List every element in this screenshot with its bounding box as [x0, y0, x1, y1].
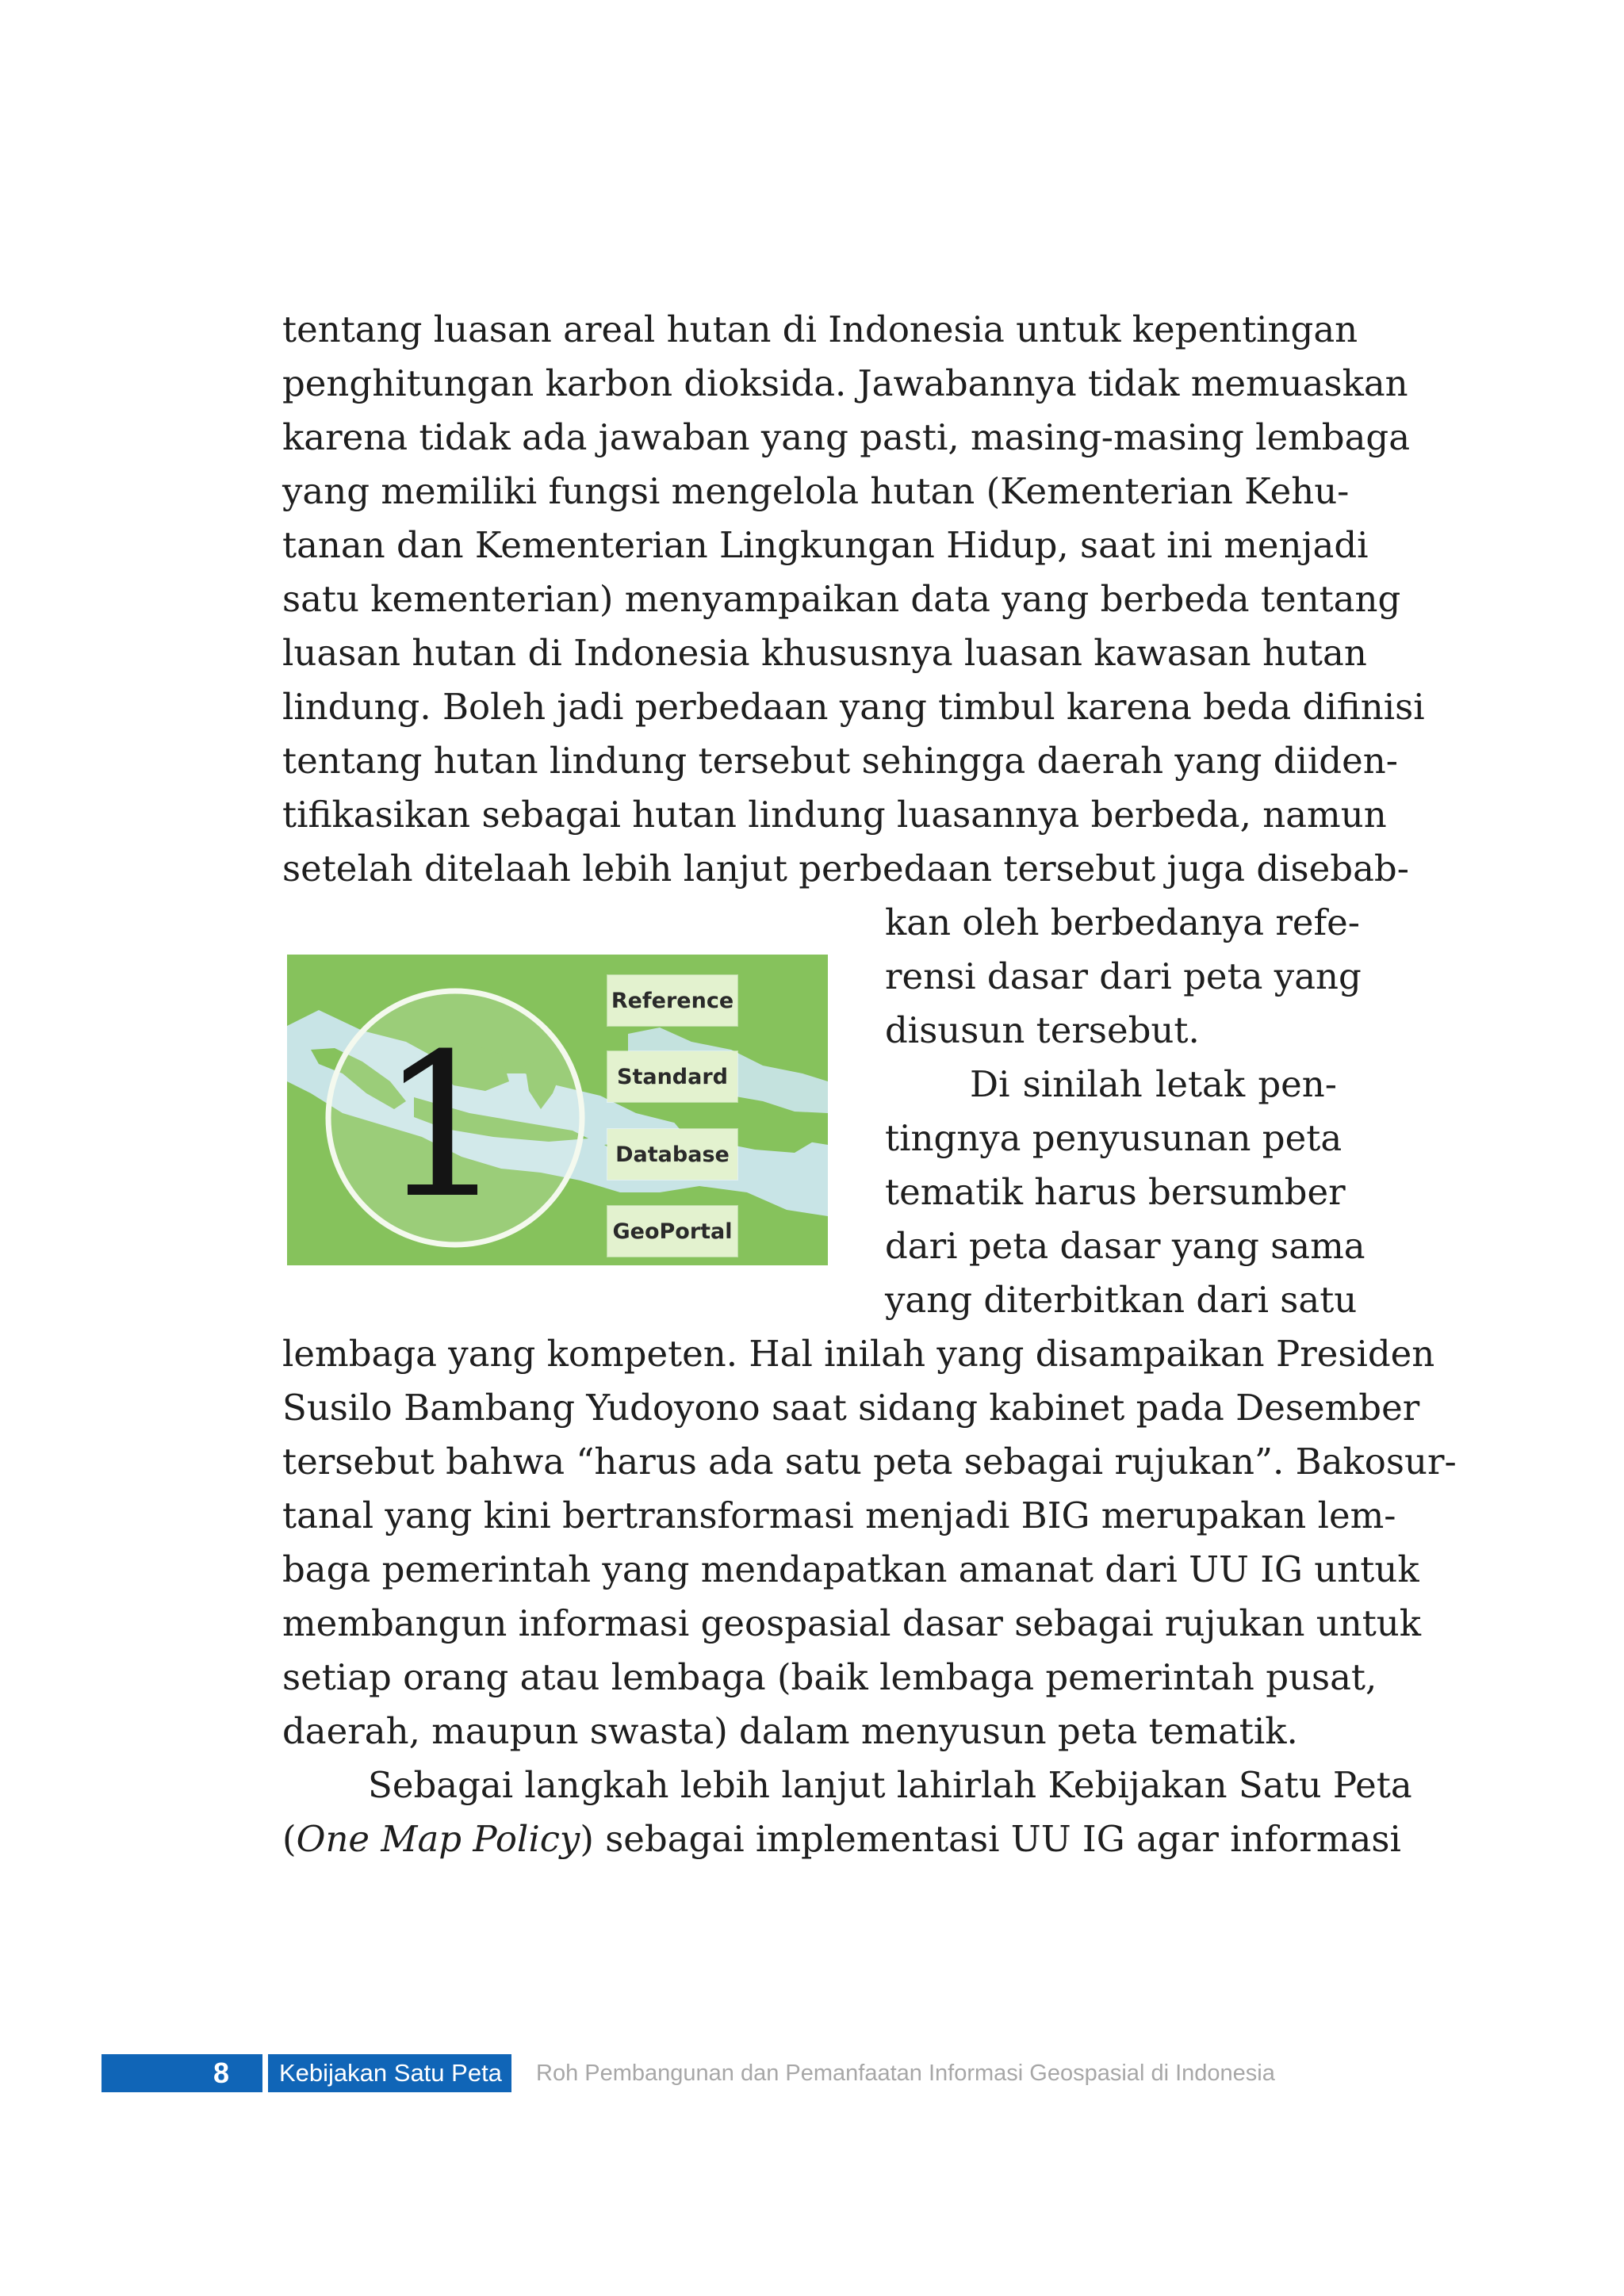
- text-line: luasan hutan di Indonesia khususnya luasan kawasan hutan: [282, 632, 1367, 674]
- text-line: tingnya penyusunan peta: [885, 1117, 1342, 1159]
- text-line: daerah, maupun swasta) dalam menyusun peta tematik.: [282, 1710, 1298, 1752]
- page-footer: [102, 2054, 1339, 2092]
- text-line: tanan dan Kementerian Lingkungan Hidup, saat ini menjadi: [282, 524, 1369, 566]
- one-map-figure: [287, 955, 828, 1265]
- text-line: tematik harus bersumber: [885, 1171, 1346, 1213]
- geoportal-box: GeoPortal: [607, 1206, 737, 1257]
- text-line: tentang hutan lindung tersebut sehingga daerah yang diiden-: [282, 740, 1398, 782]
- text-line: setelah ditelaah lebih lanjut perbedaan tersebut juga disebab-: [282, 848, 1409, 890]
- text-line: penghitungan karbon dioksida. Jawabannya tidak memuaskan: [282, 362, 1408, 404]
- text-line: disusun tersebut.: [885, 1009, 1200, 1051]
- footer-divider: [262, 2054, 268, 2092]
- text-line: tentang luasan areal hutan di Indonesia untuk kepentingan: [282, 308, 1358, 350]
- page-number: 8: [213, 2057, 229, 2089]
- text-line: dari peta dasar yang sama: [885, 1225, 1365, 1267]
- standard-box: Standard: [607, 1051, 737, 1102]
- text-line: setiap orang atau lembaga (baik lembaga pemerintah pusat,: [282, 1656, 1377, 1698]
- text-line: Susilo Bambang Yudoyono saat sidang kabinet pada Desember: [282, 1387, 1420, 1429]
- text-line: satu kementerian) menyampaikan data yang berbeda tentang: [282, 578, 1401, 620]
- database-box: Database: [607, 1129, 737, 1180]
- text-line: rensi dasar dari peta yang: [885, 955, 1362, 997]
- text-line-last: (One Map Policy) sebagai implementasi UU IG agar informasi: [282, 1818, 1401, 1860]
- book-title: Kebijakan Satu Peta: [268, 2054, 511, 2092]
- text-line: lembaga yang kompeten. Hal inilah yang disampaikan Presiden: [282, 1333, 1435, 1375]
- reference-box: Reference: [607, 975, 737, 1026]
- text-line: tersebut bahwa “harus ada satu peta sebagai rujukan”. Bakosur-: [282, 1441, 1457, 1483]
- page-number-box: [102, 2054, 262, 2092]
- text-line: yang diterbitkan dari satu: [885, 1279, 1358, 1321]
- text-line: karena tidak ada jawaban yang pasti, masing-masing lembaga: [282, 416, 1411, 458]
- text-line: yang memiliki fungsi mengelola hutan (Kementerian Kehu-: [282, 470, 1350, 512]
- text-line: tifikasikan sebagai hutan lindung luasannya berbeda, namun: [282, 794, 1387, 836]
- text-line: membangun informasi geospasial dasar sebagai rujukan untuk: [282, 1602, 1422, 1644]
- italic-term: One Map Policy: [296, 1818, 580, 1860]
- text-line: kan oleh berbedanya refe-: [885, 901, 1360, 943]
- text-line: lindung. Boleh jadi perbedaan yang timbul karena beda difinisi: [282, 686, 1425, 728]
- numeral-one: 1: [379, 1011, 506, 1242]
- text-line: Di sinilah letak pen-: [970, 1063, 1337, 1105]
- text-line: Sebagai langkah lebih lanjut lahirlah Kebijakan Satu Peta: [368, 1764, 1412, 1806]
- indonesia-map-illustration: [287, 955, 828, 1265]
- text-line: baga pemerintah yang mendapatkan amanat dari UU IG untuk: [282, 1548, 1419, 1590]
- text-line: tanal yang kini bertransformasi menjadi BIG merupakan lem-: [282, 1494, 1396, 1536]
- book-subtitle: Roh Pembangunan dan Pemanfaatan Informasi Geospasial di Indonesia: [536, 2061, 1275, 2086]
